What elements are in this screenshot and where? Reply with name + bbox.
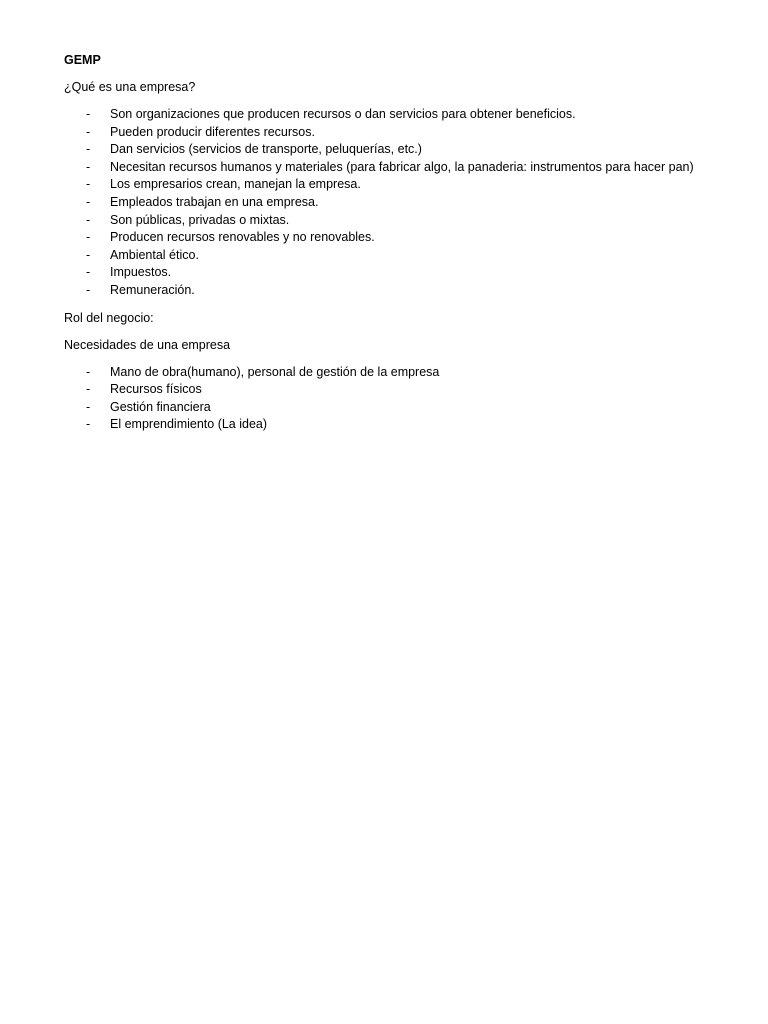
dash-bullet: - [86, 282, 91, 297]
list-item [64, 124, 728, 142]
list-item-text: Mano de obra(humano), personal de gestión de la empresa [110, 364, 440, 379]
list-item-text: Son organizaciones que producen recursos o dan servicios para obtener beneficios. [110, 107, 576, 121]
list-item-text: Pueden producir diferentes recursos. [110, 124, 315, 139]
list-item [64, 282, 728, 300]
list-item-text: Dan servicios (servicios de transporte, peluquerías, etc.) [110, 142, 422, 157]
dash-bullet: - [86, 194, 91, 209]
list-item-text: Producen recursos renovables y no renovables. [110, 230, 375, 245]
list-item [64, 364, 728, 382]
list-item-text: Impuestos. [110, 265, 172, 280]
dash-bullet: - [86, 265, 91, 280]
dash-bullet: - [86, 142, 91, 157]
document-title: GEMP [64, 53, 101, 67]
list-item [64, 399, 728, 417]
list-item-text: Los empresarios crean, manejan la empresa. [110, 177, 361, 192]
dash-bullet: - [86, 399, 91, 414]
dash-bullet: - [86, 159, 91, 174]
company-definition-list [64, 106, 728, 300]
document-page [64, 52, 728, 444]
dash-bullet: - [86, 364, 91, 379]
necesidades-heading: Necesidades de una empresa [64, 337, 231, 352]
list-item-text: Son públicas, privadas o mixtas. [110, 212, 290, 227]
list-item [64, 176, 728, 194]
list-item [64, 247, 728, 265]
list-item [64, 141, 728, 159]
list-item [64, 416, 728, 434]
list-item-text: Remuneración. [110, 282, 195, 297]
list-item [64, 106, 728, 124]
list-item [64, 159, 728, 177]
list-item [64, 229, 728, 247]
dash-bullet: - [86, 247, 91, 262]
list-item [64, 381, 728, 399]
dash-bullet: - [86, 417, 91, 432]
dash-bullet: - [86, 124, 91, 139]
list-item [64, 194, 728, 212]
list-item-text: Ambiental ético. [110, 247, 199, 262]
list-item [64, 212, 728, 230]
list-item [64, 264, 728, 282]
list-item-text: El emprendimiento (La idea) [110, 417, 268, 432]
list-item-text: Recursos físicos [110, 382, 202, 397]
rol-heading: Rol del negocio: [64, 310, 154, 325]
dash-bullet: - [86, 230, 91, 245]
list-item-text: Necesitan recursos humanos y materiales (para fabricar algo, la panaderia: instrumentos para hacer pan) [110, 159, 694, 174]
dash-bullet: - [86, 212, 91, 227]
list-item-text: Gestión financiera [110, 399, 211, 414]
company-needs-list [64, 364, 728, 434]
list-item-text: Empleados trabajan en una empresa. [110, 194, 319, 209]
dash-bullet: - [86, 177, 91, 192]
dash-bullet: - [86, 382, 91, 397]
question-heading: ¿Qué es una empresa? [64, 80, 196, 94]
dash-bullet: - [86, 107, 91, 121]
